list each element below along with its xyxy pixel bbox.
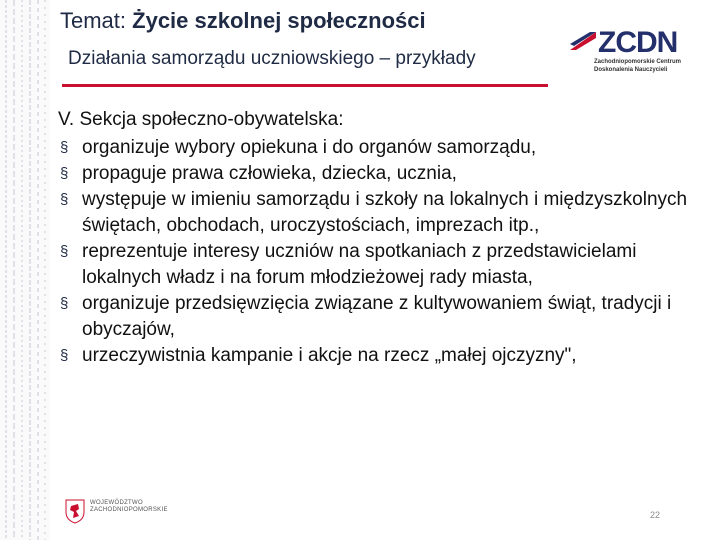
list-item-text: organizuje przedsięwzięcia związane z kultywowaniem świąt, tradycji i obyczajów, xyxy=(82,293,672,340)
list-item-text: urzeczywistnia kampanie i akcje na rzecz „małej ojczyzny", xyxy=(82,345,577,366)
list-item-text: propaguje prawa człowieka, dziecka, ucznia, xyxy=(82,163,457,184)
square-bullet-icon: § xyxy=(60,347,69,364)
list-item xyxy=(58,291,706,343)
square-bullet-icon: § xyxy=(60,295,69,312)
section-title: V. Sekcja społeczno-obywatelska: xyxy=(58,109,344,130)
square-bullet-icon: § xyxy=(60,139,69,156)
list-item-text: reprezentuje interesy uczniów na spotkaniach z przedstawicielami lokalnych władz i na forum młodzieżowej rady miasta, xyxy=(82,241,637,288)
list-item xyxy=(58,135,706,161)
handwriting-decoration xyxy=(0,0,50,540)
title-underline xyxy=(62,84,548,87)
list-item-text: występuje w imieniu samorządu i szkoły na lokalnych i międzyszkolnych świętach, obchodach, uroczystościach, imprezach itp., xyxy=(82,189,688,236)
list-item xyxy=(58,187,706,239)
slide-content xyxy=(58,107,706,369)
voivodeship-logo xyxy=(64,498,224,528)
list-item xyxy=(58,161,706,187)
title-subject: Życie szkolnej społeczności xyxy=(132,8,426,33)
zcdn-logo xyxy=(570,26,688,74)
logo-letters: ZCDN xyxy=(598,26,678,59)
list-item xyxy=(58,239,706,291)
square-bullet-icon: § xyxy=(60,165,69,182)
logo-tagline: Zachodniopomorskie Centrum Doskonalenia Nauczycieli xyxy=(594,59,682,73)
org-line-1: WOJEWÓDZTWO xyxy=(90,500,143,506)
list-item xyxy=(58,343,706,369)
list-item-text: organizuje wybory opiekuna i do organów samorządu, xyxy=(82,137,537,158)
voivodeship-name xyxy=(90,500,168,514)
square-bullet-icon: § xyxy=(60,243,69,260)
griffin-crest-icon xyxy=(64,498,86,524)
page-subtitle: Działania samorządu uczniowskiego – przykłady xyxy=(68,48,476,69)
square-bullet-icon: § xyxy=(60,191,69,208)
zcdn-mark-icon xyxy=(570,30,596,52)
bullet-list xyxy=(58,135,706,369)
title-prefix: Temat: xyxy=(60,8,133,33)
org-line-2: ZACHODNIOPOMORSKIE xyxy=(90,507,168,513)
page-title xyxy=(60,8,426,34)
page-number: 22 xyxy=(650,510,661,520)
